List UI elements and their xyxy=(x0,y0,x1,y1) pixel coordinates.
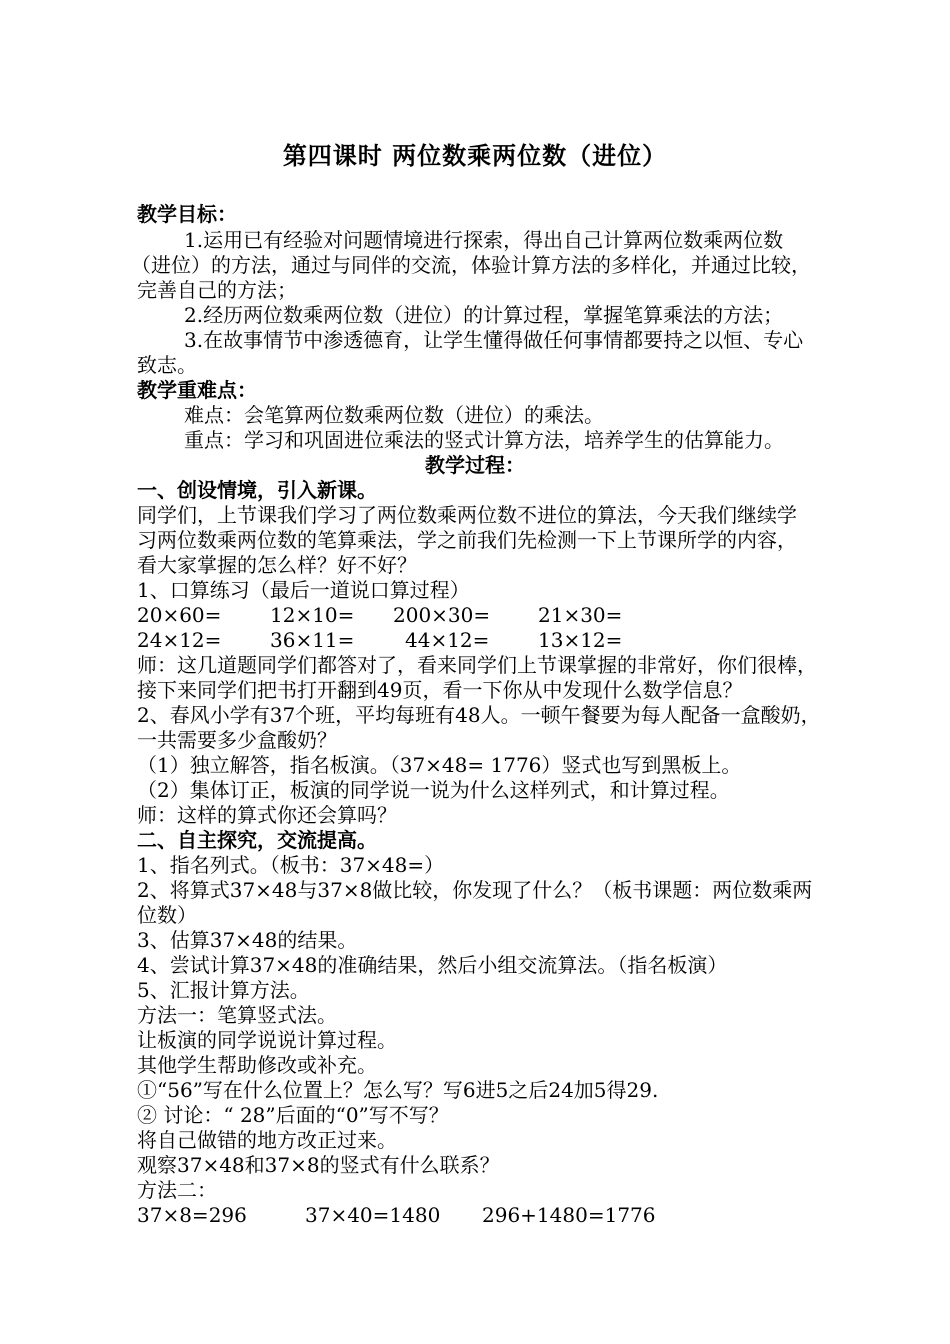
section1-line: （1）独立解答，指名板演。（37×48= 1776）竖式也写到黑板上。 xyxy=(137,753,742,777)
oral-problem: 36×11= xyxy=(270,628,355,652)
oral-problem: 13×12= xyxy=(538,628,623,652)
section2-line: 方法一：笔算竖式法。 xyxy=(137,1003,337,1027)
section2-line: ①“56”写在什么位置上？怎么写？写6进5之后24加5得29. xyxy=(137,1078,659,1102)
objectives-heading: 教学目标： xyxy=(137,202,237,226)
section1-intro-line: 同学们，上节课我们学习了两位数乘两位数不进位的算法，今天我们继续学 xyxy=(137,503,797,527)
section1-line: 师：这样的算式你还会算吗？ xyxy=(137,803,397,827)
oral-problem: 24×12= xyxy=(137,628,222,652)
objective-line: 2.经历两位数乘两位数（进位）的计算过程，掌握笔算乘法的方法； xyxy=(184,303,784,327)
section1-line: 一共需要多少盒酸奶？ xyxy=(137,728,337,752)
objective-line: 完善自己的方法； xyxy=(137,278,297,302)
section2-line: 方法二： xyxy=(137,1178,217,1202)
oral-problem: 200×30= xyxy=(393,603,491,627)
page-title: 第四课时 两位数乘两位数（进位） xyxy=(282,142,668,170)
section2-line: 将自己做错的地方改正过来。 xyxy=(137,1128,397,1152)
objective-line: 1.运用已有经验对问题情境进行探索，得出自己计算两位数乘两位数 xyxy=(184,228,784,252)
section2-line: 位数） xyxy=(137,903,197,927)
process-heading: 教学过程： xyxy=(425,453,525,477)
key-points-heading: 教学重难点： xyxy=(137,378,257,402)
section2-line: 3、估算37×48的结果。 xyxy=(137,928,358,952)
section1-heading: 一、创设情境，引入新课。 xyxy=(137,478,377,502)
section2-line: 5、汇报计算方法。 xyxy=(137,978,310,1002)
oral-problem: 12×10= xyxy=(270,603,355,627)
oral-problem: 44×12= xyxy=(405,628,490,652)
section2-line: 让板演的同学说说计算过程。 xyxy=(137,1028,397,1052)
oral-problem: 21×30= xyxy=(538,603,623,627)
oral-problem: 20×60= xyxy=(137,603,222,627)
section2-line: 1、指名列式。（板书：37×48=） xyxy=(137,853,445,877)
key-point-line: 难点：会笔算两位数乘两位数（进位）的乘法。 xyxy=(184,403,604,427)
section2-line: 4、尝试计算37×48的准确结果，然后小组交流算法。（指名板演） xyxy=(137,953,728,977)
objective-line: 3.在故事情节中渗透德育，让学生懂得做任何事情都要持之以恒、专心 xyxy=(184,328,804,352)
section2-line: 观察37×48和37×8的竖式有什么联系？ xyxy=(137,1153,500,1177)
section1-line: 师：这几道题同学们都答对了，看来同学们上节课掌握的非常好，你们很棒， xyxy=(137,653,817,677)
section1-line: 接下来同学们把书打开翻到49页，看一下你从中发现什么数学信息？ xyxy=(137,678,743,702)
method2-equation: 37×40=1480 xyxy=(305,1203,441,1227)
objective-line: 致志。 xyxy=(137,353,197,377)
section1-line: （2）集体订正，板演的同学说一说为什么这样列式，和计算过程。 xyxy=(137,778,730,802)
section2-line: ② 讨论：“ 28”后面的“0”写不写？ xyxy=(137,1103,449,1127)
method2-equation: 37×8=296 xyxy=(137,1203,247,1227)
section1-line: 2、春风小学有37个班，平均每班有48人。一顿午餐要为每人配备一盒酸奶， xyxy=(137,703,821,727)
section2-heading: 二、自主探究，交流提高。 xyxy=(137,828,377,852)
objective-line: （进位）的方法，通过与同伴的交流，体验计算方法的多样化，并通过比较， xyxy=(131,253,811,277)
section2-line: 其他学生帮助修改或补充。 xyxy=(137,1053,377,1077)
section1-intro-line: 看大家掌握的怎么样？好不好？ xyxy=(137,553,417,577)
method2-equation: 296+1480=1776 xyxy=(482,1203,656,1227)
oral-practice-heading: 1、口算练习（最后一道说口算过程） xyxy=(137,578,470,602)
key-point-line: 重点：学习和巩固进位乘法的竖式计算方法，培养学生的估算能力。 xyxy=(184,428,784,452)
section2-line: 2、将算式37×48与37×8做比较，你发现了什么？（板书课题：两位数乘两 xyxy=(137,878,813,902)
section1-intro-line: 习两位数乘两位数的笔算乘法，学之前我们先检测一下上节课所学的内容， xyxy=(137,528,797,552)
